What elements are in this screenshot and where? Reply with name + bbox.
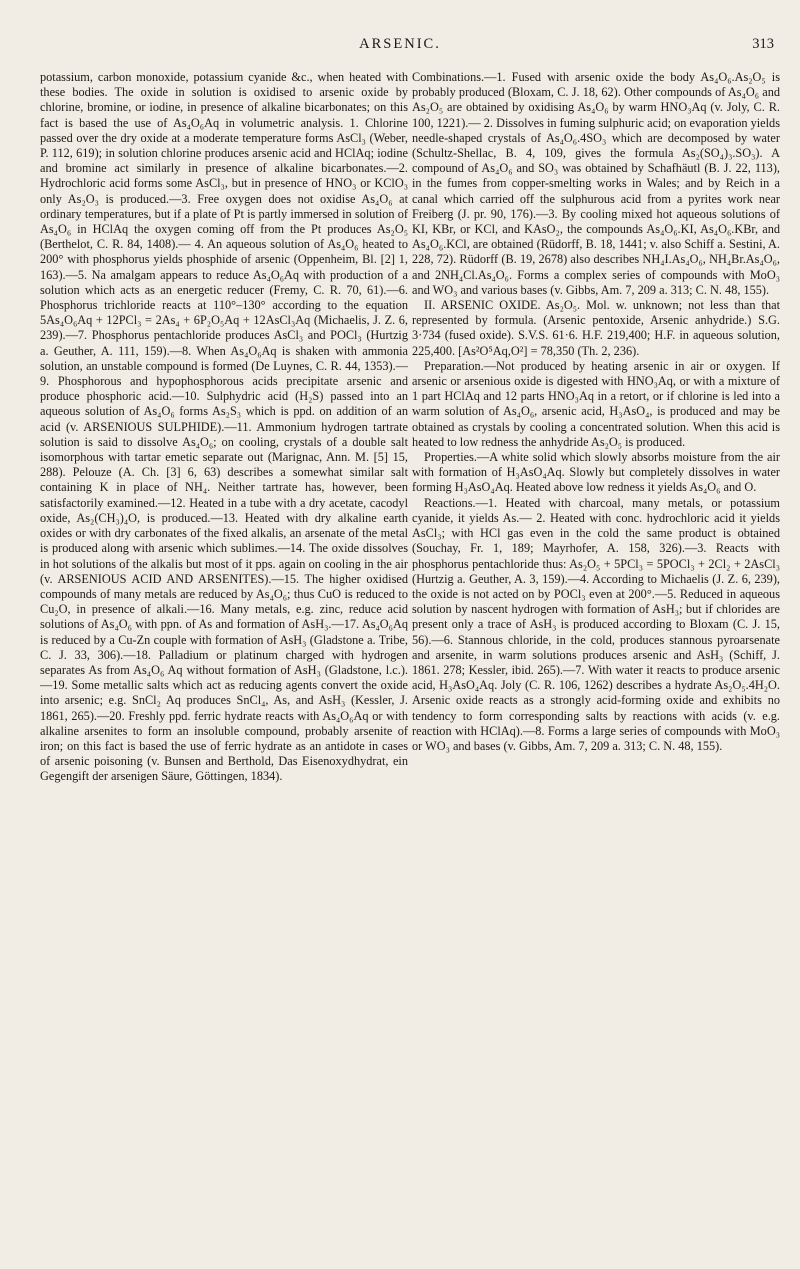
paragraph-preparation: Preparation.—Not produced by heating arsenic in air or oxygen. If arsenic or arsenious oxide is digested with HNO₃Aq, or with a mixture of 1 part HClAq and 12 parts HNO₃Aq in a retort, or if chlorine is led into a warm solution of As₄O₆, arsenic acid, H₃AsO₄, is produced and may be obtained as crystals by cooling a concentrated solution. When this acid is heated to low redness the anhydride As₂O₅ is produced. — [412, 358, 780, 449]
paragraph-arsenic-oxide: II. ARSENIC OXIDE. As₂O₅. Mol. w. unknown; not less than that represented by formula. (Arsenic pentoxide, Arsenic anhydride.) S.G. 3·734 (fused oxide). S.V.S. 61·6. H.F. 219,400; H.F. in aqueous solution, 225,400. [As²O⁵Aq,O²] = 78,350 (Th. 2, 236). — [412, 298, 780, 358]
paragraph-combinations: Combinations.—1. Fused with arsenic oxide the body As₄O₆.As₂O₅ is probably produced (Bloxam, C. J. 18, 62). Other compounds of As₄O₆ and As₂O₅ are obtained by oxidising As₄O₆ by warm HNO₃Aq (v. Joly, C. R. 100, 1221).— 2. Dissolves in fuming sulphuric acid; on evaporation yields needle-shaped crystals of As₄O₆.4SO₃ which are decomposed by water (Schultz-Shellac, B. 4, 109, gives the formula As₂(SO₄)₃.SO₃). A compound of As₄O₆ and SO₃ was obtained by Schafhäutl (B. J. 22, 113), in the fumes from copper-smelting works in Wales; and by Reich in a canal which carried off the sulphurous acid from a pyrites work near Freiberg (J. pr. 90, 176).—3. By cooling mixed hot aqueous solutions of KI, KBr, or KCl, and KAsO₂, the compounds As₄O₆.KI, As₄O₆.KBr, and As₄O₆.KCl, are obtained (Rüdorff, B. 18, 1441; v. also Schiff a. Sestini, A. 228, 72). Rüdorff (B. 19, 2678) also describes NH₄I.As₄O₆, NH₄Br.As₄O₆, and 2NH₄Cl.As₄O₆. Forms a complex series of compounds with MoO₃ and WO₃ and various bases (v. Gibbs, Am. 7, 209 a. 313; C. N. 48, 155). — [412, 70, 780, 297]
paragraph-oxide-reactions: potassium, carbon monoxide, potassium cyanide &c., when heated with these bodies. The oxide in solution is oxidised to arsenic oxide by chlorine, bromine, or iodine, in presence of alkaline bicarbonates; on this fact is based the use of As₄O₆Aq in volumetric analysis. 1. Chlorine passed over the dry oxide at a moderate temperature forms AsCl₃ (Weber, P. 112, 619); in solution chlorine produces arsenic acid and HClAq; iodine and bromine act similarly in presence of alkaline bicarbonates.—2. Hydrochloric acid forms some AsCl₃, but in presence of HNO₃ or KClO₃ only As₂O₃ is produced.—3. Free oxygen does not oxidise As₄O₆ at ordinary temperatures, but if a plate of Pt is partly immersed in solution of As₄O₆ in HClAq the oxygen coming off from the Pt produces As₂O₅ (Berthelot, C. R. 84, 1408).— 4. An aqueous solution of As₄O₆ heated to 200° with phosphorus yields phosphide of arsenic (Oppenheim, Bl. [2] 1, 163).—5. Na amalgam appears to reduce As₄O₆Aq with production of a solution which acts as an energetic reducer (Fremy, C. R. 70, 61).—6. Phosphorus trichloride reacts at 110°–130° according to the equation 5As₄O₆Aq + 12PCl₃ = 2As₄ + 6P₂O₅Aq + 12AsCl₃Aq (Michaelis, J. Z. 6, 239).—7. Phosphorus pentachloride produces AsCl₃ and POCl₃ (Hurtzig a. Geuther, A. 111, 159).—8. When As₄O₆Aq is shaken with ammonia solution, an unstable compound is formed (De Luynes, C. R. 44, 1353).—9. Phosphorous and hypophosphorous acids precipitate arsenic and produce phosphoric acid.—10. Sulphydric acid (H₂S) passed into an aqueous solution of As₄O₆ forms As₂S₃ which is ppd. on addition of an acid (v. ARSENIOUS SULPHIDE).—11. Ammonium hydrogen tartrate solution is said to dissolve As₄O₆; on cooling, crystals of a double salt isomorphous with tartar emetic separate out (Marignac, Ann. M. [5] 15, 288). Pelouze (A. Ch. [3] 6, 63) describes a somewhat similar salt containing K in place of NH₄. Neither tartrate has, however, been satisfactorily examined.—12. Heated in a tube with a dry acetate, cacodyl oxide, As₂(CH₃)₄O, is produced.—13. Heated with dry alkaline earth oxides or with dry carbonates of the fixed alkalis, an arsenate of the metal is produced along with arsenic which sublimes.—14. The oxide dissolves in hot solutions of the alkalis but most of it pps. again on cooling in the air (v. ARSENIOUS ACID AND ARSENITES).—15. The higher oxidised compounds of many metals are reduced by As₄O₆; thus CuO is reduced to Cu₂O, in presence of alkali.—16. Many metals, e.g. zinc, reduce acid solutions of As₄O₆ with ppn. of As and formation of AsH₃.—17. As₄O₆Aq is reduced by a Cu-Zn couple with formation of AsH₃ (Gladstone a. Tribe, C. J. 33, 306).—18. Palladium or platinum charged with hydrogen separates As from As₄O₆ Aq without formation of AsH₃ (Gladstone, l.c.).—19. Some metallic salts which act as reducing agents convert the oxide into arsenic; e.g. SnCl₂ Aq produces SnCl₄, As, and AsH₃ (Kessler, J. 1861, 265).—20. Freshly ppd. ferric hydrate reacts with As₄O₆Aq or with alkaline arsenites to form an insoluble compound, probably arsenite of iron; on this fact is based the use of ferric hydrate as an antidote in cases of arsenic poisoning (v. Bunsen and Berthold, Das Eisenoxydhydrat, ein Gegengift der arsenigen Säure, Göttingen, 1834). — [40, 70, 408, 784]
page-header — [0, 36, 800, 60]
paragraph-properties: Properties.—A white solid which slowly absorbs moisture from the air with formation of H₃AsO₄Aq. Slowly but completely dissolves in water forming H₃AsO₄Aq. Heated above low redness it yields As₄O₆ and O. — [412, 450, 780, 495]
left-column — [40, 70, 408, 1260]
page-number: 313 — [752, 36, 774, 52]
right-column — [412, 70, 780, 1260]
running-title: ARSENIC. — [359, 36, 441, 52]
paragraph-reactions: Reactions.—1. Heated with charcoal, many metals, or potassium cyanide, it yields As.— 2. Heated with conc. hydrochloric acid it yields AsCl₃; with HCl gas even in the cold the same product is obtained (Souchay, Fr. 1, 189; Mayrhofer, A. 158, 326).—3. Reacts with phosphorus pentachloride thus: As₂O₅ + 5PCl₃ = 5POCl₃ + 2Cl₂ + 2AsCl₃ (Hurtzig a. Geuther, A. 3, 159).—4. According to Michaelis (J. Z. 6, 239), the oxide is not acted on by POCl₃ even at 200°.—5. Reduced in aqueous solution by nascent hydrogen with formation of AsH₃; but if chlorides are present only a trace of AsH₃ is produced according to Bloxam (C. J. 15, 56).—6. Stannous chloride, in the cold, produces stannous pyroarsenate and arsenite, in warm solutions produces arsenic and AsH₃ (Schiff, J. 1861. 278; Kessler, ibid. 265).—7. With water it reacts to produce arsenic acid, H₃AsO₄Aq. Joly (C. R. 106, 1262) describes a hydrate As₂O₅.4H₂O. Arsenic oxide reacts as a strongly acid-forming oxide and exhibits no tendency to form corresponding salts by reactions with acids (v. e.g. reaction with HClAq).—8. Forms a large series of compounds with MoO₃ or WO₃ and bases (v. Gibbs, Am. 7, 209 a. 313; C. N. 48, 155). — [412, 495, 780, 753]
